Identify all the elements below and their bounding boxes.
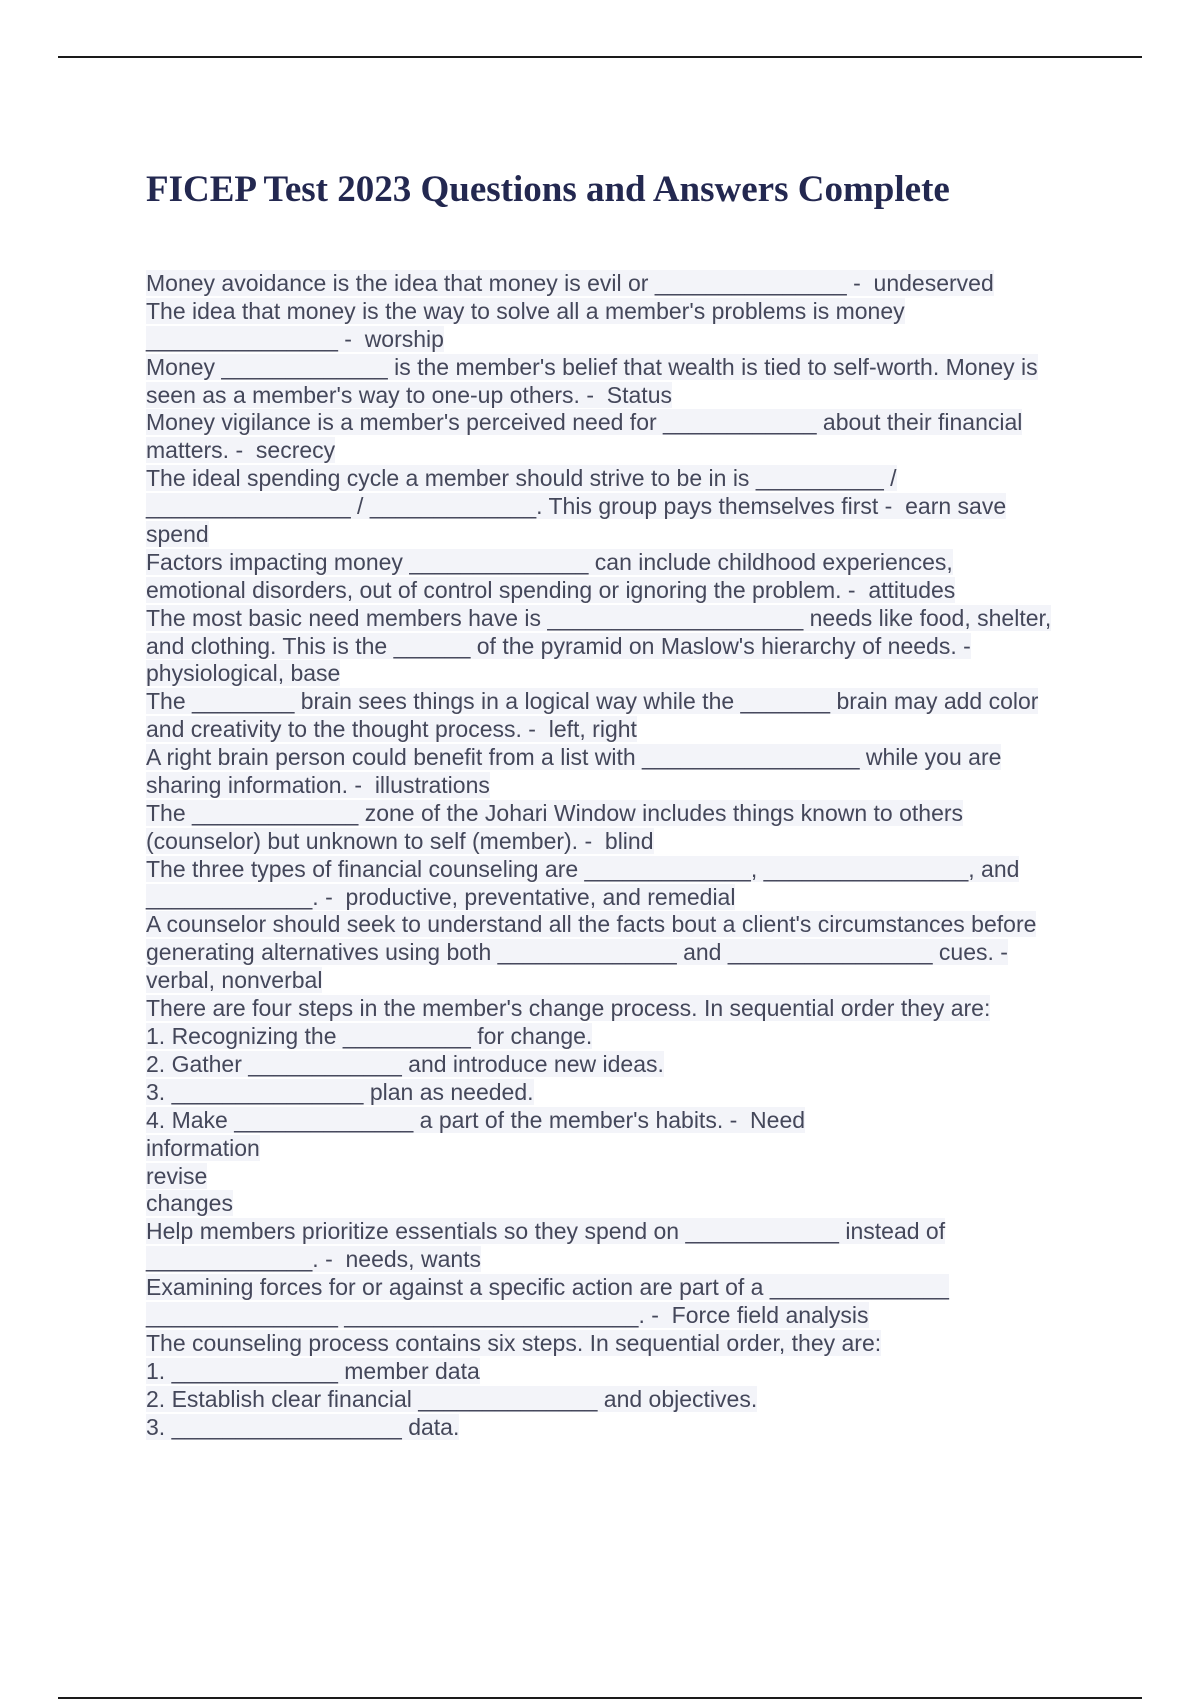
text-line: 2. Gather ____________ and introduce new ideas. (146, 1050, 664, 1077)
text-line: 3. __________________ data. (146, 1413, 460, 1440)
text-line: physiological, base (146, 660, 341, 687)
text-line: A counselor should seek to understand all the facts bout a client's circumstances before (146, 911, 1037, 938)
text-line: Examining forces for or against a specific action are part of a ______________ (146, 1274, 949, 1301)
text-line: The ideal spending cycle a member should strive to be in is __________ / (146, 465, 897, 492)
text-line: _____________. - needs, wants (146, 1246, 482, 1273)
bottom-rule (58, 1697, 1142, 1699)
text-line: matters. - secrecy (146, 437, 336, 464)
text-line: and creativity to the thought process. - left, right (146, 716, 637, 743)
text-line: _______________ - worship (146, 325, 444, 352)
text-line: The ________ brain sees things in a logical way while the _______ brain may add color (146, 688, 1039, 715)
text-line: The counseling process contains six steps. In sequential order, they are: (146, 1329, 882, 1356)
top-rule (58, 56, 1142, 58)
text-line: 1. _____________ member data (146, 1357, 480, 1384)
text-line: information (146, 1134, 260, 1161)
text-line: A right brain person could benefit from a list with _________________ while you are (146, 744, 1002, 771)
text-line: Money avoidance is the idea that money is evil or _______________ - undeserved (146, 270, 994, 296)
text-line: 3. _______________ plan as needed. (146, 1078, 534, 1105)
text-line: There are four steps in the member's change process. In sequential order they are: (146, 995, 991, 1022)
text-line: Help members prioritize essentials so they spend on ____________ instead of (146, 1218, 946, 1245)
text-line: The three types of financial counseling are _____________, ________________, and (146, 855, 1020, 882)
text-line: The idea that money is the way to solve all a member's problems is money (146, 297, 905, 324)
text-line: (counselor) but unknown to self (member). - blind (146, 827, 654, 854)
text-line: revise (146, 1162, 208, 1189)
text-line: _____________. - productive, preventative, and remedial (146, 883, 736, 910)
text-line: seen as a member's way to one-up others. - Status (146, 381, 672, 408)
text-line: generating alternatives using both ______________ and ________________ cues. - (146, 939, 1008, 966)
text-line: The _____________ zone of the Johari Window includes things known to others (146, 799, 964, 826)
text-line: The most basic need members have is ____________________ needs like food, shelter, (146, 604, 1052, 631)
text-line: _______________ _______________________. - Force field analysis (146, 1301, 869, 1328)
text-line: 2. Establish clear financial ______________ and objectives. (146, 1385, 758, 1412)
text-line: Money _____________ is the member's belief that wealth is tied to self-worth. Money is (146, 353, 1038, 380)
text-line: spend (146, 521, 209, 548)
text-line: 1. Recognizing the __________ for change. (146, 1023, 593, 1050)
document-body (146, 270, 1106, 1441)
text-line: emotional disorders, out of control spending or ignoring the problem. - attitudes (146, 576, 956, 603)
text-line: verbal, nonverbal (146, 967, 323, 994)
text-line: sharing information. - illustrations (146, 772, 490, 799)
document-title: FICEP Test 2023 Questions and Answers Complete (146, 169, 950, 210)
text-line: 4. Make ______________ a part of the member's habits. - Need (146, 1106, 806, 1133)
text-line: Factors impacting money ______________ can include childhood experiences, (146, 548, 953, 575)
text-line: and clothing. This is the ______ of the pyramid on Maslow's hierarchy of needs. - (146, 632, 971, 659)
text-line: Money vigilance is a member's perceived need for ____________ about their financial (146, 409, 1023, 436)
text-line: ________________ / _____________. This group pays themselves first - earn save (146, 493, 1007, 520)
text-line: changes (146, 1190, 233, 1217)
